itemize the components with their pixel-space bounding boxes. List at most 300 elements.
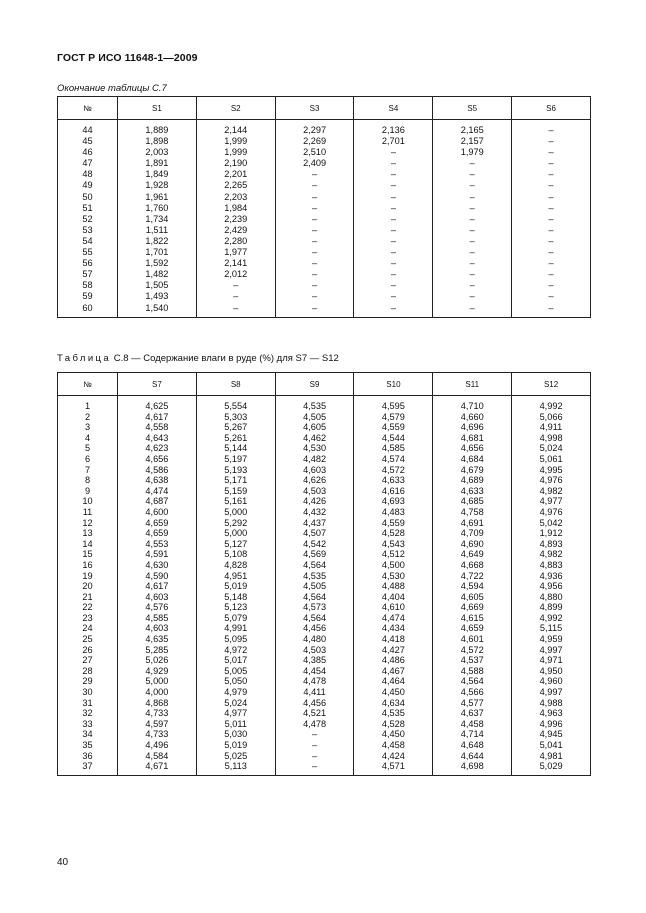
value-cell: 1,961 [118,192,197,203]
value-cell: – [275,225,354,236]
table-row [58,180,591,191]
value-cell: 4,883 [512,560,591,571]
value-cell: 4,535 [275,396,354,412]
value-cell: 4,437 [275,518,354,529]
row-number-cell: 56 [58,258,118,269]
value-cell: 4,659 [118,518,197,529]
value-cell: 2,165 [433,120,512,137]
value-cell: 4,571 [354,761,433,775]
value-cell: 4,450 [354,687,433,698]
value-cell: 1,979 [433,147,512,158]
value-cell: 4,585 [118,613,197,624]
value-cell: 4,685 [433,496,512,507]
value-cell: – [196,280,275,291]
table2-header-row [58,373,591,396]
value-cell: 4,505 [275,412,354,423]
value-cell: 2,269 [275,136,354,147]
value-cell: 4,977 [512,496,591,507]
value-cell: 4,418 [354,634,433,645]
table2-col-s8: S8 [196,373,275,396]
value-cell: 4,559 [354,422,433,433]
value-cell: 4,998 [512,433,591,444]
value-cell: 4,564 [275,613,354,624]
table-row [58,269,591,280]
value-cell: – [512,214,591,225]
value-cell: 4,588 [433,666,512,677]
value-cell: 4,404 [354,592,433,603]
value-cell: – [433,180,512,191]
table-row [58,740,591,751]
value-cell: 4,564 [275,560,354,571]
value-cell: – [433,303,512,318]
row-number-cell: 50 [58,192,118,203]
value-cell: 4,634 [354,698,433,709]
value-cell: 4,671 [118,761,197,775]
table-row [58,729,591,740]
table-row [58,169,591,180]
value-cell: – [275,180,354,191]
value-cell: 4,643 [118,433,197,444]
value-cell: 4,733 [118,708,197,719]
table2-col-s7: S7 [118,373,197,396]
value-cell: 1,999 [196,136,275,147]
value-cell: 4,574 [354,454,433,465]
value-cell: 5,267 [196,422,275,433]
row-number-cell: 45 [58,136,118,147]
value-cell: 4,691 [433,518,512,529]
value-cell: 4,936 [512,571,591,582]
table-row [58,280,591,291]
table1-col-s6: S6 [512,97,591,120]
table2-col-s10: S10 [354,373,433,396]
row-number-cell: 28 [58,666,118,677]
table-row [58,560,591,571]
value-cell: 4,617 [118,412,197,423]
table2-col-s11: S11 [433,373,512,396]
value-cell: 4,595 [354,396,433,412]
table-row [58,433,591,444]
value-cell: 2,409 [275,158,354,169]
value-cell: 4,758 [433,507,512,518]
value-cell: – [354,192,433,203]
row-number-cell: 55 [58,247,118,258]
value-cell: 1,511 [118,225,197,236]
value-cell: 5,024 [196,698,275,709]
value-cell: 5,061 [512,454,591,465]
value-cell: 4,996 [512,719,591,730]
value-cell: – [354,147,433,158]
value-cell: 4,594 [433,581,512,592]
value-cell: 4,991 [196,623,275,634]
value-cell: – [433,258,512,269]
value-cell: 4,535 [354,708,433,719]
value-cell: 4,648 [433,740,512,751]
value-cell: 4,467 [354,666,433,677]
table-row [58,258,591,269]
value-cell: 4,478 [275,676,354,687]
value-cell: 4,633 [433,486,512,497]
value-cell: 5,261 [196,433,275,444]
value-cell: 4,659 [433,623,512,634]
value-cell: 5,171 [196,475,275,486]
table-row [58,486,591,497]
row-number-cell: 37 [58,761,118,775]
value-cell: 5,026 [118,655,197,666]
value-cell: 4,603 [118,592,197,603]
value-cell: 5,292 [196,518,275,529]
value-cell: 4,474 [118,486,197,497]
row-number-cell: 2 [58,412,118,423]
value-cell: – [354,158,433,169]
table-row [58,539,591,550]
value-cell: 4,981 [512,751,591,762]
value-cell: – [354,291,433,302]
value-cell: – [512,303,591,318]
table-row [58,412,591,423]
value-cell: – [275,740,354,751]
table-row [58,158,591,169]
value-cell: 5,079 [196,613,275,624]
value-cell: 1,540 [118,303,197,318]
value-cell: 1,898 [118,136,197,147]
value-cell: – [433,214,512,225]
value-cell: – [433,169,512,180]
value-cell: 2,003 [118,147,197,158]
table-row [58,422,591,433]
value-cell: 5,030 [196,729,275,740]
value-cell: 1,701 [118,247,197,258]
value-cell: 5,019 [196,581,275,592]
value-cell: – [512,169,591,180]
value-cell: – [512,147,591,158]
row-number-cell: 9 [58,486,118,497]
table1-col-s5: S5 [433,97,512,120]
row-number-cell: 29 [58,676,118,687]
value-cell: 4,559 [354,518,433,529]
value-cell: 4,566 [433,687,512,698]
value-cell: 4,601 [433,634,512,645]
value-cell: 4,997 [512,687,591,698]
value-cell: – [512,280,591,291]
table-row [58,475,591,486]
value-cell: 4,482 [275,454,354,465]
value-cell: 1,984 [196,203,275,214]
value-cell: 5,095 [196,634,275,645]
row-number-cell: 25 [58,634,118,645]
row-number-cell: 19 [58,571,118,582]
value-cell: 4,000 [118,687,197,698]
table-c8 [57,372,591,776]
value-cell: 4,625 [118,396,197,412]
row-number-cell: 26 [58,645,118,656]
table-row [58,247,591,258]
value-cell: 4,659 [118,528,197,539]
value-cell: – [354,169,433,180]
value-cell: 4,427 [354,645,433,656]
value-cell: 4,687 [118,496,197,507]
value-cell: 4,868 [118,698,197,709]
table1-col-number: № [58,97,118,120]
value-cell: 4,480 [275,634,354,645]
value-cell: – [512,136,591,147]
value-cell: 4,585 [354,443,433,454]
value-cell: 1,822 [118,236,197,247]
row-number-cell: 33 [58,719,118,730]
value-cell: 4,573 [275,602,354,613]
value-cell: – [275,303,354,318]
value-cell: 4,828 [196,560,275,571]
value-cell: – [275,258,354,269]
value-cell: 1,482 [118,269,197,280]
value-cell: – [512,247,591,258]
value-cell: 4,997 [512,645,591,656]
value-cell: 4,600 [118,507,197,518]
table1-body [58,120,591,318]
table-row [58,645,591,656]
value-cell: 4,668 [433,560,512,571]
table-row [58,454,591,465]
value-cell: – [512,203,591,214]
value-cell: 2,203 [196,192,275,203]
value-cell: – [433,192,512,203]
value-cell: 4,633 [354,475,433,486]
value-cell: 5,161 [196,496,275,507]
value-cell: 4,584 [118,751,197,762]
value-cell: 4,656 [118,454,197,465]
value-cell: 2,429 [196,225,275,236]
value-cell: 5,115 [512,623,591,634]
value-cell: 4,660 [433,412,512,423]
value-cell: – [196,291,275,302]
row-number-cell: 5 [58,443,118,454]
value-cell: – [354,269,433,280]
value-cell: 4,615 [433,613,512,624]
value-cell: 4,690 [433,539,512,550]
table-row [58,676,591,687]
value-cell: 5,144 [196,443,275,454]
value-cell: 4,951 [196,571,275,582]
value-cell: 1,891 [118,158,197,169]
value-cell: 5,029 [512,761,591,775]
value-cell: 4,656 [433,443,512,454]
value-cell: 2,190 [196,158,275,169]
value-cell: 4,929 [118,666,197,677]
value-cell: – [275,761,354,775]
value-cell: 2,280 [196,236,275,247]
value-cell: 4,579 [354,412,433,423]
row-number-cell: 20 [58,581,118,592]
row-number-cell: 51 [58,203,118,214]
row-number-cell: 27 [58,655,118,666]
value-cell: 4,432 [275,507,354,518]
value-cell: 4,591 [118,549,197,560]
value-cell: 5,197 [196,454,275,465]
value-cell: – [512,120,591,137]
value-cell: 4,605 [433,592,512,603]
value-cell: 4,959 [512,634,591,645]
value-cell: 4,963 [512,708,591,719]
value-cell: – [433,291,512,302]
value-cell: – [275,280,354,291]
document-header: ГОСТ Р ИСО 11648-1—2009 [57,52,198,64]
row-number-cell: 16 [58,560,118,571]
value-cell: 4,512 [354,549,433,560]
table2-col-s9: S9 [275,373,354,396]
value-cell: 2,510 [275,147,354,158]
value-cell: 4,486 [354,655,433,666]
value-cell: 4,569 [275,549,354,560]
table-row [58,719,591,730]
value-cell: 4,572 [354,465,433,476]
value-cell: 5,050 [196,676,275,687]
table1-caption: Окончание таблицы С.7 [57,83,167,94]
value-cell: 4,714 [433,729,512,740]
value-cell: – [354,236,433,247]
value-cell: 4,616 [354,486,433,497]
value-cell: 4,543 [354,539,433,550]
value-cell: – [275,203,354,214]
row-number-cell: 34 [58,729,118,740]
value-cell: – [433,236,512,247]
value-cell: 4,542 [275,539,354,550]
value-cell: 4,992 [512,613,591,624]
row-number-cell: 24 [58,623,118,634]
value-cell: 4,496 [118,740,197,751]
table-row [58,634,591,645]
value-cell: – [512,291,591,302]
value-cell: 4,693 [354,496,433,507]
row-number-cell: 46 [58,147,118,158]
value-cell: 4,590 [118,571,197,582]
value-cell: 4,564 [275,592,354,603]
row-number-cell: 4 [58,433,118,444]
value-cell: – [275,729,354,740]
page-number: 40 [57,857,69,868]
row-number-cell: 3 [58,422,118,433]
value-cell: – [512,180,591,191]
value-cell: 4,689 [433,475,512,486]
value-cell: 4,988 [512,698,591,709]
value-cell: 4,960 [512,676,591,687]
value-cell: – [433,280,512,291]
row-number-cell: 7 [58,465,118,476]
table2-caption-label: Таблица [57,353,112,364]
row-number-cell: 57 [58,269,118,280]
value-cell: 4,956 [512,581,591,592]
value-cell: 4,893 [512,539,591,550]
value-cell: 1,505 [118,280,197,291]
value-cell: 4,456 [275,698,354,709]
value-cell: 2,201 [196,169,275,180]
value-cell: 4,434 [354,623,433,634]
value-cell: 4,426 [275,496,354,507]
table-row [58,549,591,560]
row-number-cell: 30 [58,687,118,698]
table-row [58,761,591,775]
table-row [58,120,591,137]
row-number-cell: 31 [58,698,118,709]
value-cell: 2,144 [196,120,275,137]
value-cell: 5,019 [196,740,275,751]
value-cell: 4,572 [433,645,512,656]
value-cell: – [433,225,512,236]
value-cell: 4,530 [275,443,354,454]
value-cell: 5,554 [196,396,275,412]
value-cell: 2,265 [196,180,275,191]
value-cell: – [433,158,512,169]
value-cell: 1,592 [118,258,197,269]
value-cell: 4,564 [433,676,512,687]
table-row [58,443,591,454]
table-row [58,465,591,476]
value-cell: 4,576 [118,602,197,613]
value-cell: 5,000 [196,507,275,518]
value-cell: 4,603 [118,623,197,634]
value-cell: 5,025 [196,751,275,762]
value-cell: – [354,225,433,236]
value-cell: 4,544 [354,433,433,444]
value-cell: 1,999 [196,147,275,158]
value-cell: – [275,247,354,258]
table-row [58,291,591,302]
row-number-cell: 58 [58,280,118,291]
row-number-cell: 54 [58,236,118,247]
value-cell: 5,017 [196,655,275,666]
value-cell: 4,635 [118,634,197,645]
value-cell: – [512,236,591,247]
row-number-cell: 14 [58,539,118,550]
value-cell: 2,157 [433,136,512,147]
table-row [58,623,591,634]
value-cell: 4,649 [433,549,512,560]
value-cell: – [275,192,354,203]
value-cell: – [433,269,512,280]
value-cell: 4,669 [433,602,512,613]
value-cell: 4,977 [196,708,275,719]
value-cell: – [354,203,433,214]
table-row [58,225,591,236]
table-row [58,236,591,247]
value-cell: 4,577 [433,698,512,709]
value-cell: 1,889 [118,120,197,137]
value-cell: 4,911 [512,422,591,433]
value-cell: 4,424 [354,751,433,762]
value-cell: – [354,214,433,225]
value-cell: – [354,303,433,318]
value-cell: 4,972 [196,645,275,656]
value-cell: 5,127 [196,539,275,550]
row-number-cell: 35 [58,740,118,751]
value-cell: 4,507 [275,528,354,539]
value-cell: 4,681 [433,433,512,444]
value-cell: 4,992 [512,396,591,412]
value-cell: 4,982 [512,549,591,560]
value-cell: – [196,303,275,318]
value-cell: – [512,258,591,269]
table-row [58,136,591,147]
table-row [58,655,591,666]
table-row [58,687,591,698]
table-row [58,571,591,582]
table-c7-end [57,96,591,318]
row-number-cell: 13 [58,528,118,539]
value-cell: 4,503 [275,645,354,656]
value-cell: 4,710 [433,396,512,412]
value-cell: 5,024 [512,443,591,454]
value-cell: – [275,751,354,762]
row-number-cell: 1 [58,396,118,412]
value-cell: 4,995 [512,465,591,476]
